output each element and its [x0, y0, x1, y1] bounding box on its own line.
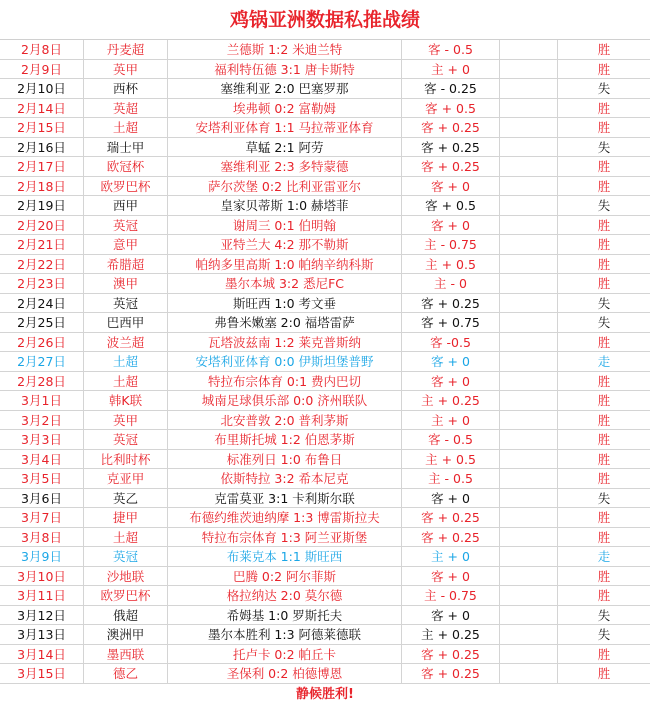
match-cell: 巴腾 0:2 阿尔菲斯 [168, 567, 402, 586]
handicap-cell: 主 + 0 [402, 411, 500, 430]
handicap-cell: 客 + 0.5 [402, 196, 500, 215]
empty-cell [500, 645, 558, 664]
result-cell: 胜 [597, 666, 611, 681]
league-cell: 澳洲甲 [84, 625, 168, 644]
empty-cell [500, 294, 558, 313]
league-cell: 英冠 [84, 294, 168, 313]
date-cell: 2月17日 [0, 157, 84, 176]
date-cell: 3月6日 [0, 489, 84, 508]
table-row [0, 333, 650, 353]
handicap-cell: 客 - 0.25 [402, 79, 500, 98]
league-cell: 波兰超 [84, 333, 168, 352]
table-row [0, 138, 650, 158]
result-cell: 失 [597, 315, 611, 330]
result-cell: 胜 [597, 568, 611, 584]
empty-cell [500, 274, 558, 293]
league-cell: 西杯 [84, 79, 168, 98]
result-cell: 胜 [597, 334, 611, 350]
empty-cell [500, 469, 558, 488]
result-cell: 胜 [597, 159, 611, 174]
empty-cell [500, 138, 558, 157]
table-row [0, 255, 650, 275]
date-cell: 2月9日 [0, 60, 84, 79]
match-cell: 城南足球俱乐部 0:0 济州联队 [168, 391, 402, 410]
result-cell: 失 [597, 139, 611, 155]
league-cell: 土超 [84, 352, 168, 371]
result-cell: 失 [597, 198, 611, 213]
table-row [0, 40, 650, 60]
table-row [0, 157, 650, 177]
date-cell: 2月23日 [0, 274, 84, 293]
league-cell: 英甲 [84, 60, 168, 79]
league-cell: 巴西甲 [84, 313, 168, 332]
league-cell: 英冠 [84, 216, 168, 235]
league-cell: 意甲 [84, 235, 168, 254]
table-row [0, 391, 650, 411]
empty-cell [500, 528, 558, 547]
table-row [0, 60, 650, 80]
empty-cell [500, 177, 558, 196]
league-cell: 欧冠杯 [84, 157, 168, 176]
empty-cell [500, 372, 558, 391]
empty-cell [500, 606, 558, 625]
table-row [0, 508, 650, 528]
table-row [0, 664, 650, 684]
match-cell: 皇家贝蒂斯 1:0 赫塔菲 [168, 196, 402, 215]
handicap-cell: 客 + 0.25 [402, 645, 500, 664]
match-cell: 斯旺西 1:0 考文垂 [168, 294, 402, 313]
league-cell: 英甲 [84, 411, 168, 430]
table-row [0, 79, 650, 99]
date-cell: 3月1日 [0, 391, 84, 410]
empty-cell [500, 391, 558, 410]
league-cell: 英冠 [84, 547, 168, 566]
result-cell: 胜 [597, 432, 611, 447]
table-row [0, 567, 650, 587]
match-cell: 圣保利 0:2 柏德博恩 [168, 664, 402, 683]
empty-cell [500, 547, 558, 566]
date-cell: 3月13日 [0, 625, 84, 644]
result-cell: 胜 [597, 471, 611, 486]
result-cell: 胜 [597, 100, 611, 116]
table-row [0, 294, 650, 314]
empty-cell [500, 352, 558, 371]
empty-cell [500, 508, 558, 527]
result-cell: 胜 [597, 588, 611, 603]
result-cell: 失 [597, 81, 611, 96]
match-cell: 帕纳多里高斯 1:0 帕纳辛纳科斯 [168, 255, 402, 274]
league-cell: 瑞士甲 [84, 138, 168, 157]
table-row [0, 274, 650, 294]
empty-cell [500, 567, 558, 586]
table-row [0, 547, 650, 567]
record-table [0, 40, 650, 684]
match-cell: 布里斯托城 1:2 伯恩茅斯 [168, 430, 402, 449]
handicap-cell: 客 + 0.25 [402, 294, 500, 313]
result-cell: 胜 [597, 276, 611, 291]
handicap-cell: 客 -0.5 [402, 333, 500, 352]
match-cell: 谢周三 0:1 伯明翰 [168, 216, 402, 235]
sheet-footer: 静候胜利! [296, 686, 354, 702]
result-cell: 失 [597, 627, 611, 642]
league-cell: 西甲 [84, 196, 168, 215]
handicap-cell: 主 + 0.5 [402, 450, 500, 469]
handicap-cell: 客 + 0 [402, 606, 500, 625]
handicap-cell: 客 + 0.25 [402, 508, 500, 527]
match-cell: 兰德斯 1:2 米迪兰特 [168, 40, 402, 59]
date-cell: 2月14日 [0, 99, 84, 118]
date-cell: 2月22日 [0, 255, 84, 274]
empty-cell [500, 157, 558, 176]
league-cell: 欧罗巴杯 [84, 586, 168, 605]
handicap-cell: 客 - 0.5 [402, 430, 500, 449]
empty-cell [500, 79, 558, 98]
empty-cell [500, 255, 558, 274]
table-row [0, 235, 650, 255]
handicap-cell: 主 + 0.5 [402, 255, 500, 274]
date-cell: 2月24日 [0, 294, 84, 313]
table-row [0, 313, 650, 333]
empty-cell [500, 216, 558, 235]
match-cell: 萨尔茨堡 0:2 比利亚雷亚尔 [168, 177, 402, 196]
table-row [0, 625, 650, 645]
league-cell: 比利时杯 [84, 450, 168, 469]
empty-cell [500, 99, 558, 118]
match-cell: 希姆基 1:0 罗斯托夫 [168, 606, 402, 625]
empty-cell [500, 664, 558, 683]
date-cell: 3月14日 [0, 645, 84, 664]
date-cell: 2月21日 [0, 235, 84, 254]
table-row [0, 118, 650, 138]
date-cell: 2月16日 [0, 138, 84, 157]
table-row [0, 352, 650, 372]
empty-cell [500, 411, 558, 430]
league-cell: 希腊超 [84, 255, 168, 274]
handicap-cell: 客 + 0.25 [402, 157, 500, 176]
handicap-cell: 客 + 0.5 [402, 99, 500, 118]
handicap-cell: 客 + 0.25 [402, 664, 500, 683]
result-cell: 失 [597, 490, 611, 506]
match-cell: 安塔利亚体育 1:1 马拉蒂亚体育 [168, 118, 402, 137]
result-cell: 走 [597, 549, 611, 564]
date-cell: 2月20日 [0, 216, 84, 235]
result-cell: 胜 [597, 373, 611, 389]
result-cell: 胜 [597, 256, 611, 272]
table-row [0, 411, 650, 431]
match-cell: 标准列日 1:0 布鲁日 [168, 450, 402, 469]
handicap-cell: 主 - 0.75 [402, 235, 500, 254]
handicap-cell: 客 + 0 [402, 567, 500, 586]
league-cell: 韩K联 [84, 391, 168, 410]
table-row [0, 99, 650, 119]
league-cell: 墨西联 [84, 645, 168, 664]
match-cell: 墨尔本胜利 1:3 阿德莱德联 [168, 625, 402, 644]
match-cell: 埃弗顿 0:2 富勒姆 [168, 99, 402, 118]
date-cell: 2月27日 [0, 352, 84, 371]
match-cell: 弗鲁米嫩塞 2:0 福塔雷萨 [168, 313, 402, 332]
date-cell: 3月15日 [0, 664, 84, 683]
date-cell: 2月26日 [0, 333, 84, 352]
match-cell: 塞维利亚 2:3 多特蒙德 [168, 157, 402, 176]
match-cell: 特拉布宗体育 0:1 费内巴切 [168, 372, 402, 391]
table-row [0, 469, 650, 489]
empty-cell [500, 235, 558, 254]
league-cell: 土超 [84, 372, 168, 391]
result-cell: 走 [597, 354, 611, 369]
date-cell: 2月25日 [0, 313, 84, 332]
handicap-cell: 客 + 0.25 [402, 528, 500, 547]
handicap-cell: 主 - 0.5 [402, 469, 500, 488]
date-cell: 3月2日 [0, 411, 84, 430]
handicap-cell: 客 + 0.75 [402, 313, 500, 332]
match-cell: 塞维利亚 2:0 巴塞罗那 [168, 79, 402, 98]
table-row [0, 586, 650, 606]
table-row [0, 177, 650, 197]
result-cell: 胜 [597, 646, 611, 662]
match-cell: 克雷莫亚 3:1 卡利斯尔联 [168, 489, 402, 508]
handicap-cell: 客 + 0 [402, 372, 500, 391]
result-cell: 胜 [597, 42, 611, 57]
result-cell: 胜 [597, 451, 611, 467]
table-row [0, 216, 650, 236]
match-cell: 格拉纳达 2:0 莫尔德 [168, 586, 402, 605]
match-cell: 安塔利亚体育 0:0 伊斯坦堡普野 [168, 352, 402, 371]
league-cell: 土超 [84, 118, 168, 137]
league-cell: 土超 [84, 528, 168, 547]
empty-cell [500, 118, 558, 137]
handicap-cell: 客 + 0 [402, 177, 500, 196]
handicap-cell: 主 + 0 [402, 60, 500, 79]
date-cell: 3月8日 [0, 528, 84, 547]
handicap-cell: 主 + 0.25 [402, 625, 500, 644]
match-cell: 托卢卡 0:2 帕丘卡 [168, 645, 402, 664]
date-cell: 2月10日 [0, 79, 84, 98]
match-cell: 亚特兰大 4:2 那不勒斯 [168, 235, 402, 254]
result-cell: 胜 [597, 217, 611, 233]
handicap-cell: 主 + 0 [402, 547, 500, 566]
date-cell: 2月18日 [0, 177, 84, 196]
date-cell: 3月3日 [0, 430, 84, 449]
league-cell: 英超 [84, 99, 168, 118]
empty-cell [500, 625, 558, 644]
handicap-cell: 客 + 0 [402, 216, 500, 235]
league-cell: 丹麦超 [84, 40, 168, 59]
date-cell: 3月12日 [0, 606, 84, 625]
handicap-cell: 客 + 0.25 [402, 138, 500, 157]
league-cell: 欧罗巴杯 [84, 177, 168, 196]
result-cell: 失 [597, 607, 611, 623]
date-cell: 2月19日 [0, 196, 84, 215]
empty-cell [500, 313, 558, 332]
handicap-cell: 客 - 0.5 [402, 40, 500, 59]
league-cell: 沙地联 [84, 567, 168, 586]
match-cell: 草蜢 2:1 阿劳 [168, 138, 402, 157]
league-cell: 英乙 [84, 489, 168, 508]
date-cell: 3月9日 [0, 547, 84, 566]
table-row [0, 372, 650, 392]
result-cell: 胜 [597, 61, 611, 77]
empty-cell [500, 586, 558, 605]
handicap-cell: 客 + 0 [402, 352, 500, 371]
date-cell: 3月10日 [0, 567, 84, 586]
empty-cell [500, 60, 558, 79]
empty-cell [500, 196, 558, 215]
empty-cell [500, 40, 558, 59]
league-cell: 德乙 [84, 664, 168, 683]
empty-cell [500, 333, 558, 352]
date-cell: 2月8日 [0, 40, 84, 59]
result-cell: 胜 [597, 529, 611, 545]
handicap-cell: 客 + 0 [402, 489, 500, 508]
handicap-cell: 主 + 0.25 [402, 391, 500, 410]
handicap-cell: 主 - 0 [402, 274, 500, 293]
table-row [0, 430, 650, 450]
table-row [0, 645, 650, 665]
table-row [0, 489, 650, 509]
table-row [0, 196, 650, 216]
league-cell: 俄超 [84, 606, 168, 625]
league-cell: 捷甲 [84, 508, 168, 527]
match-cell: 依斯特拉 3:2 希本尼克 [168, 469, 402, 488]
league-cell: 英冠 [84, 430, 168, 449]
date-cell: 3月11日 [0, 586, 84, 605]
match-cell: 瓦塔波兹南 1:2 莱克普斯纳 [168, 333, 402, 352]
date-cell: 2月28日 [0, 372, 84, 391]
result-cell: 胜 [597, 178, 611, 194]
sheet-title: 鸡锅亚洲数据私推战绩 [0, 0, 650, 40]
match-cell: 墨尔本城 3:2 悉尼FC [168, 274, 402, 293]
date-cell: 3月4日 [0, 450, 84, 469]
date-cell: 3月5日 [0, 469, 84, 488]
result-cell: 胜 [597, 510, 611, 525]
match-cell: 特拉布宗体育 1:3 阿兰亚斯堡 [168, 528, 402, 547]
result-cell: 胜 [597, 120, 611, 135]
empty-cell [500, 450, 558, 469]
empty-cell [500, 430, 558, 449]
table-row [0, 450, 650, 470]
date-cell: 3月7日 [0, 508, 84, 527]
league-cell: 澳甲 [84, 274, 168, 293]
result-cell: 失 [597, 295, 611, 311]
league-cell: 克亚甲 [84, 469, 168, 488]
match-cell: 布德约维茨迪纳摩 1:3 博雷斯拉夫 [168, 508, 402, 527]
table-row [0, 528, 650, 548]
empty-cell [500, 489, 558, 508]
handicap-cell: 主 - 0.75 [402, 586, 500, 605]
result-cell: 胜 [597, 237, 611, 252]
result-cell: 胜 [597, 393, 611, 408]
match-cell: 布莱克本 1:1 斯旺西 [168, 547, 402, 566]
date-cell: 2月15日 [0, 118, 84, 137]
match-cell: 北安普敦 2:0 普利茅斯 [168, 411, 402, 430]
result-cell: 胜 [597, 412, 611, 428]
handicap-cell: 客 + 0.25 [402, 118, 500, 137]
match-cell: 福利特伍德 3:1 唐卡斯特 [168, 60, 402, 79]
table-row [0, 606, 650, 626]
